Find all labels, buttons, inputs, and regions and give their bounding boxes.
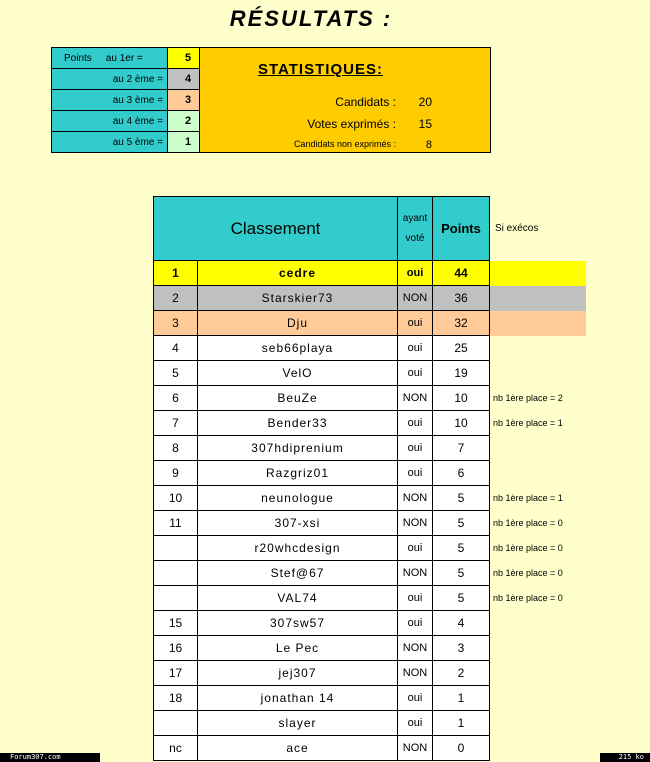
voted-cell: oui xyxy=(398,711,433,736)
points-cell: 1 xyxy=(433,686,490,711)
stat-votes-label: Votes exprimés : xyxy=(307,117,396,131)
note-cell xyxy=(490,611,586,636)
note-cell xyxy=(490,336,586,361)
points-cell: 44 xyxy=(433,261,490,286)
points-cell: 5 xyxy=(433,561,490,586)
rank-cell: 17 xyxy=(154,661,198,686)
voted-cell: oui xyxy=(398,536,433,561)
voted-cell: NON xyxy=(398,386,433,411)
name-cell: neunologue xyxy=(198,486,398,511)
header-voted xyxy=(398,197,433,261)
name-cell: VelO xyxy=(198,361,398,386)
rank-cell: 10 xyxy=(154,486,198,511)
table-row xyxy=(154,361,586,386)
note-cell xyxy=(490,286,586,311)
name-cell: Dju xyxy=(198,311,398,336)
note-cell: nb 1ère place = 0 xyxy=(493,593,563,603)
note-cell: nb 1ère place = 0 xyxy=(493,518,563,528)
table-row xyxy=(154,661,586,686)
voted-cell: oui xyxy=(398,336,433,361)
voted-cell: oui xyxy=(398,461,433,486)
points-value-1: 5 xyxy=(168,48,209,69)
name-cell: Razgriz01 xyxy=(198,461,398,486)
voted-cell: oui xyxy=(398,361,433,386)
table-row xyxy=(154,536,586,561)
note-cell xyxy=(490,261,586,286)
points-cell: 19 xyxy=(433,361,490,386)
points-value-5: 1 xyxy=(168,132,209,153)
voted-cell: NON xyxy=(398,511,433,536)
table-row xyxy=(154,436,586,461)
note-cell xyxy=(490,361,586,386)
points-value-4: 2 xyxy=(168,111,209,132)
points-rank-label: au 1er = xyxy=(105,52,143,64)
rank-cell xyxy=(154,536,198,561)
table-row xyxy=(154,336,586,361)
points-label-2: au 2 ème = xyxy=(52,69,168,90)
rank-cell xyxy=(154,561,198,586)
points-cell: 5 xyxy=(433,536,490,561)
table-row xyxy=(154,511,586,536)
stat-non-exprimes-value: 8 xyxy=(425,139,432,151)
table-row xyxy=(154,711,586,736)
table-row xyxy=(154,611,586,636)
points-cell: 10 xyxy=(433,411,490,436)
voted-cell: oui xyxy=(398,261,433,286)
table-row xyxy=(154,736,586,761)
voted-cell: NON xyxy=(398,486,433,511)
points-cell: 4 xyxy=(433,611,490,636)
footer-size: 215 ko xyxy=(600,753,650,762)
name-cell: 307-xsi xyxy=(198,511,398,536)
points-row-5 xyxy=(52,132,209,153)
table-row xyxy=(154,311,586,336)
name-cell: VAL74 xyxy=(198,586,398,611)
points-label-3: au 3 ème = xyxy=(52,90,168,111)
points-cell: 5 xyxy=(433,486,490,511)
header-points: Points xyxy=(433,197,490,261)
voted-cell: oui xyxy=(398,686,433,711)
points-cell: 1 xyxy=(433,711,490,736)
results-body xyxy=(154,261,586,761)
points-cell: 10 xyxy=(433,386,490,411)
results-header xyxy=(154,197,586,261)
rank-cell: 8 xyxy=(154,436,198,461)
points-cell: 5 xyxy=(433,586,490,611)
note-cell: nb 1ère place = 2 xyxy=(493,393,563,403)
points-legend xyxy=(51,47,209,153)
name-cell: seb66playa xyxy=(198,336,398,361)
note-cell xyxy=(490,311,586,336)
points-cell: 32 xyxy=(433,311,490,336)
voted-cell: NON xyxy=(398,286,433,311)
voted-cell: oui xyxy=(398,311,433,336)
table-row xyxy=(154,561,586,586)
voted-cell: NON xyxy=(398,561,433,586)
table-row xyxy=(154,686,586,711)
voted-cell: oui xyxy=(398,411,433,436)
header-voted-line1: ayant xyxy=(402,212,428,224)
header-note: Si exécos xyxy=(495,223,539,234)
note-cell xyxy=(490,461,586,486)
rank-cell: 9 xyxy=(154,461,198,486)
points-cell: 3 xyxy=(433,636,490,661)
voted-cell: NON xyxy=(398,661,433,686)
points-cell: 5 xyxy=(433,511,490,536)
rank-cell xyxy=(154,586,198,611)
rank-cell xyxy=(154,711,198,736)
name-cell: BeuZe xyxy=(198,386,398,411)
note-cell xyxy=(490,711,586,736)
note-cell: nb 1ère place = 0 xyxy=(493,568,563,578)
table-row xyxy=(154,586,586,611)
points-label-4: au 4 ème = xyxy=(52,111,168,132)
points-cell: 2 xyxy=(433,661,490,686)
rank-cell: 4 xyxy=(154,336,198,361)
name-cell: ace xyxy=(198,736,398,761)
rank-cell: 1 xyxy=(154,261,198,286)
voted-cell: oui xyxy=(398,611,433,636)
table-row xyxy=(154,411,586,436)
points-row-1 xyxy=(52,48,209,69)
note-cell: nb 1ère place = 0 xyxy=(493,543,563,553)
points-cell: 0 xyxy=(433,736,490,761)
voted-cell: oui xyxy=(398,436,433,461)
name-cell: Stef@67 xyxy=(198,561,398,586)
rank-cell: 18 xyxy=(154,686,198,711)
statistics-box xyxy=(199,47,491,153)
table-row xyxy=(154,486,586,511)
rank-cell: 5 xyxy=(154,361,198,386)
name-cell: slayer xyxy=(198,711,398,736)
points-cell: 36 xyxy=(433,286,490,311)
points-word: Points xyxy=(64,52,92,64)
name-cell: Bender33 xyxy=(198,411,398,436)
name-cell: jonathan 14 xyxy=(198,686,398,711)
table-row xyxy=(154,386,586,411)
header-classement: Classement xyxy=(154,197,398,261)
voted-cell: NON xyxy=(398,736,433,761)
note-cell: nb 1ère place = 1 xyxy=(493,493,563,503)
rank-cell: 3 xyxy=(154,311,198,336)
points-cell: 6 xyxy=(433,461,490,486)
name-cell: 307sw57 xyxy=(198,611,398,636)
name-cell: r20whcdesign xyxy=(198,536,398,561)
points-row-4 xyxy=(52,111,209,132)
stat-non-exprimes-label: Candidats non exprimés : xyxy=(293,139,396,149)
note-cell xyxy=(490,736,586,761)
rank-cell: 11 xyxy=(154,511,198,536)
rank-cell: 15 xyxy=(154,611,198,636)
note-cell xyxy=(490,636,586,661)
rank-cell: 2 xyxy=(154,286,198,311)
points-cell: 7 xyxy=(433,436,490,461)
statistics-title: STATISTIQUES: xyxy=(258,61,383,78)
points-value-3: 3 xyxy=(168,90,209,111)
points-label-1 xyxy=(52,48,168,69)
stat-candidats-label: Candidats : xyxy=(335,95,396,109)
voted-cell: NON xyxy=(398,636,433,661)
name-cell: Le Pec xyxy=(198,636,398,661)
table-row xyxy=(154,461,586,486)
note-cell xyxy=(490,661,586,686)
points-value-2: 4 xyxy=(168,69,209,90)
name-cell: jej307 xyxy=(198,661,398,686)
points-cell: 25 xyxy=(433,336,490,361)
results-table xyxy=(153,196,586,761)
note-cell xyxy=(490,436,586,461)
stat-votes-value: 15 xyxy=(418,117,432,131)
header-voted-line2: voté xyxy=(405,232,425,244)
stat-candidats-value: 20 xyxy=(418,95,432,109)
points-label-5: au 5 ème = xyxy=(52,132,168,153)
name-cell: cedre xyxy=(198,261,398,286)
note-cell: nb 1ère place = 1 xyxy=(493,418,563,428)
rank-cell: 7 xyxy=(154,411,198,436)
rank-cell: nc xyxy=(154,736,198,761)
name-cell: Starskier73 xyxy=(198,286,398,311)
points-row-3 xyxy=(52,90,209,111)
table-row xyxy=(154,636,586,661)
points-row-2 xyxy=(52,69,209,90)
rank-cell: 16 xyxy=(154,636,198,661)
footer-site: Forum307.com xyxy=(0,753,100,762)
table-row xyxy=(154,261,586,286)
name-cell: 307hdiprenium xyxy=(198,436,398,461)
table-row xyxy=(154,286,586,311)
page-title: RÉSULTATS : xyxy=(229,6,393,31)
rank-cell: 6 xyxy=(154,386,198,411)
voted-cell: oui xyxy=(398,586,433,611)
note-cell xyxy=(490,686,586,711)
